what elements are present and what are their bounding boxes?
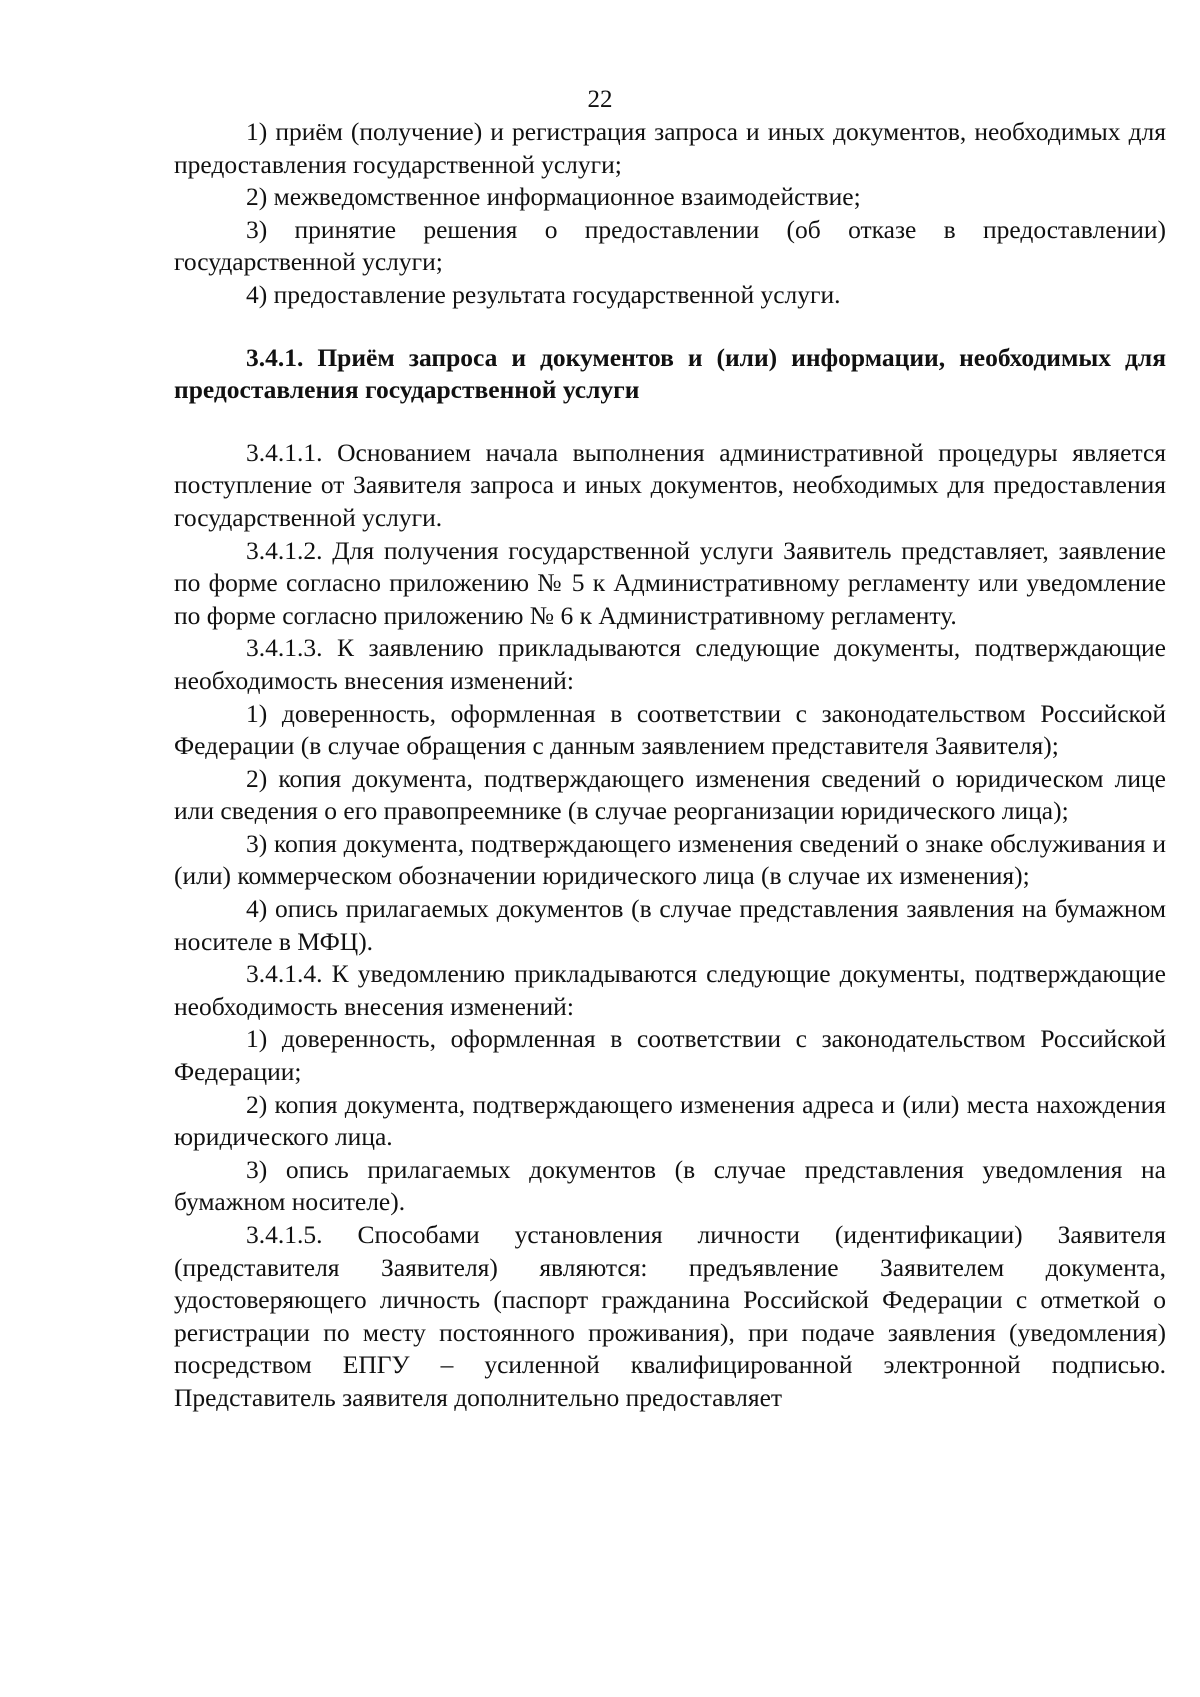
paragraph: 3.4.1.2. Для получения государственной услуги Заявитель представляет, заявление по форме согласно приложению № 5 к Административному регламенту или уведомление по форме согласно приложению № 6 к Административному регламенту. <box>174 535 1166 630</box>
page-number: 22 <box>587 86 613 113</box>
paragraph: 3.4.1.3. К заявлению прикладываются следующие документы, подтверждающие необходимость внесения изменений: <box>174 633 1166 695</box>
paragraph: 3.4.1.4. К уведомлению прикладываются следующие документы, подтверждающие необходимость внесения изменений: <box>174 959 1166 1021</box>
list-item: 3) принятие решения о предоставлении (об отказе в предоставлении) государственной услуги; <box>174 214 1166 277</box>
list-item: 3) копия документа, подтверждающего изменения сведений о знаке обслуживания и (или) коммерческом обозначении юридического лица (в случае их изменения); <box>174 828 1166 891</box>
section-heading: 3.4.1. Приём запроса и документов и (или) информации, необходимых для предоставления государственной услуги <box>174 342 1166 405</box>
paragraph: 3.4.1.1. Основанием начала выполнения административной процедуры является поступление от Заявителя запроса и иных документов, необходимых для предоставления государственной услуги. <box>174 437 1166 532</box>
list-item: 2) копия документа, подтверждающего изменения сведений о юридическом лице или сведения о его правопреемнике (в случае реорганизации юридического лица); <box>174 763 1166 826</box>
list-item: 3) опись прилагаемых документов (в случае представления уведомления на бумажном носителе). <box>174 1154 1166 1217</box>
list-item: 1) доверенность, оформленная в соответствии с законодательством Российской Федерации (в случае обращения с данным заявлением представителя Заявителя); <box>174 698 1166 761</box>
list-item: 1) приём (получение) и регистрация запроса и иных документов, необходимых для предоставления государственной услуги; <box>174 117 1166 179</box>
list-item: 2) межведомственное информационное взаимодействие; <box>246 182 861 212</box>
document-body <box>174 116 1166 1415</box>
list-item: 1) доверенность, оформленная в соответствии с законодательством Российской Федерации; <box>174 1024 1166 1087</box>
list-item: 4) опись прилагаемых документов (в случае представления заявления на бумажном носителе в МФЦ). <box>174 894 1166 956</box>
list-item: 2) копия документа, подтверждающего изменения адреса и (или) места нахождения юридического лица. <box>174 1089 1166 1152</box>
list-item: 4) предоставление результата государственной услуги. <box>246 279 841 309</box>
paragraph: 3.4.1.5. Способами установления личности (идентификации) Заявителя (представителя Заявителя) являются: предъявление Заявителем документа, удостоверяющего личность (паспорт гражданина Российской Федерации с отметкой о регистрации по месту постоянного проживания), при подаче заявления (уведомления) посредством ЕПГУ – усиленной квалифицированной электронной подписью. Представитель заявителя дополнительно предоставляет <box>174 1220 1166 1412</box>
